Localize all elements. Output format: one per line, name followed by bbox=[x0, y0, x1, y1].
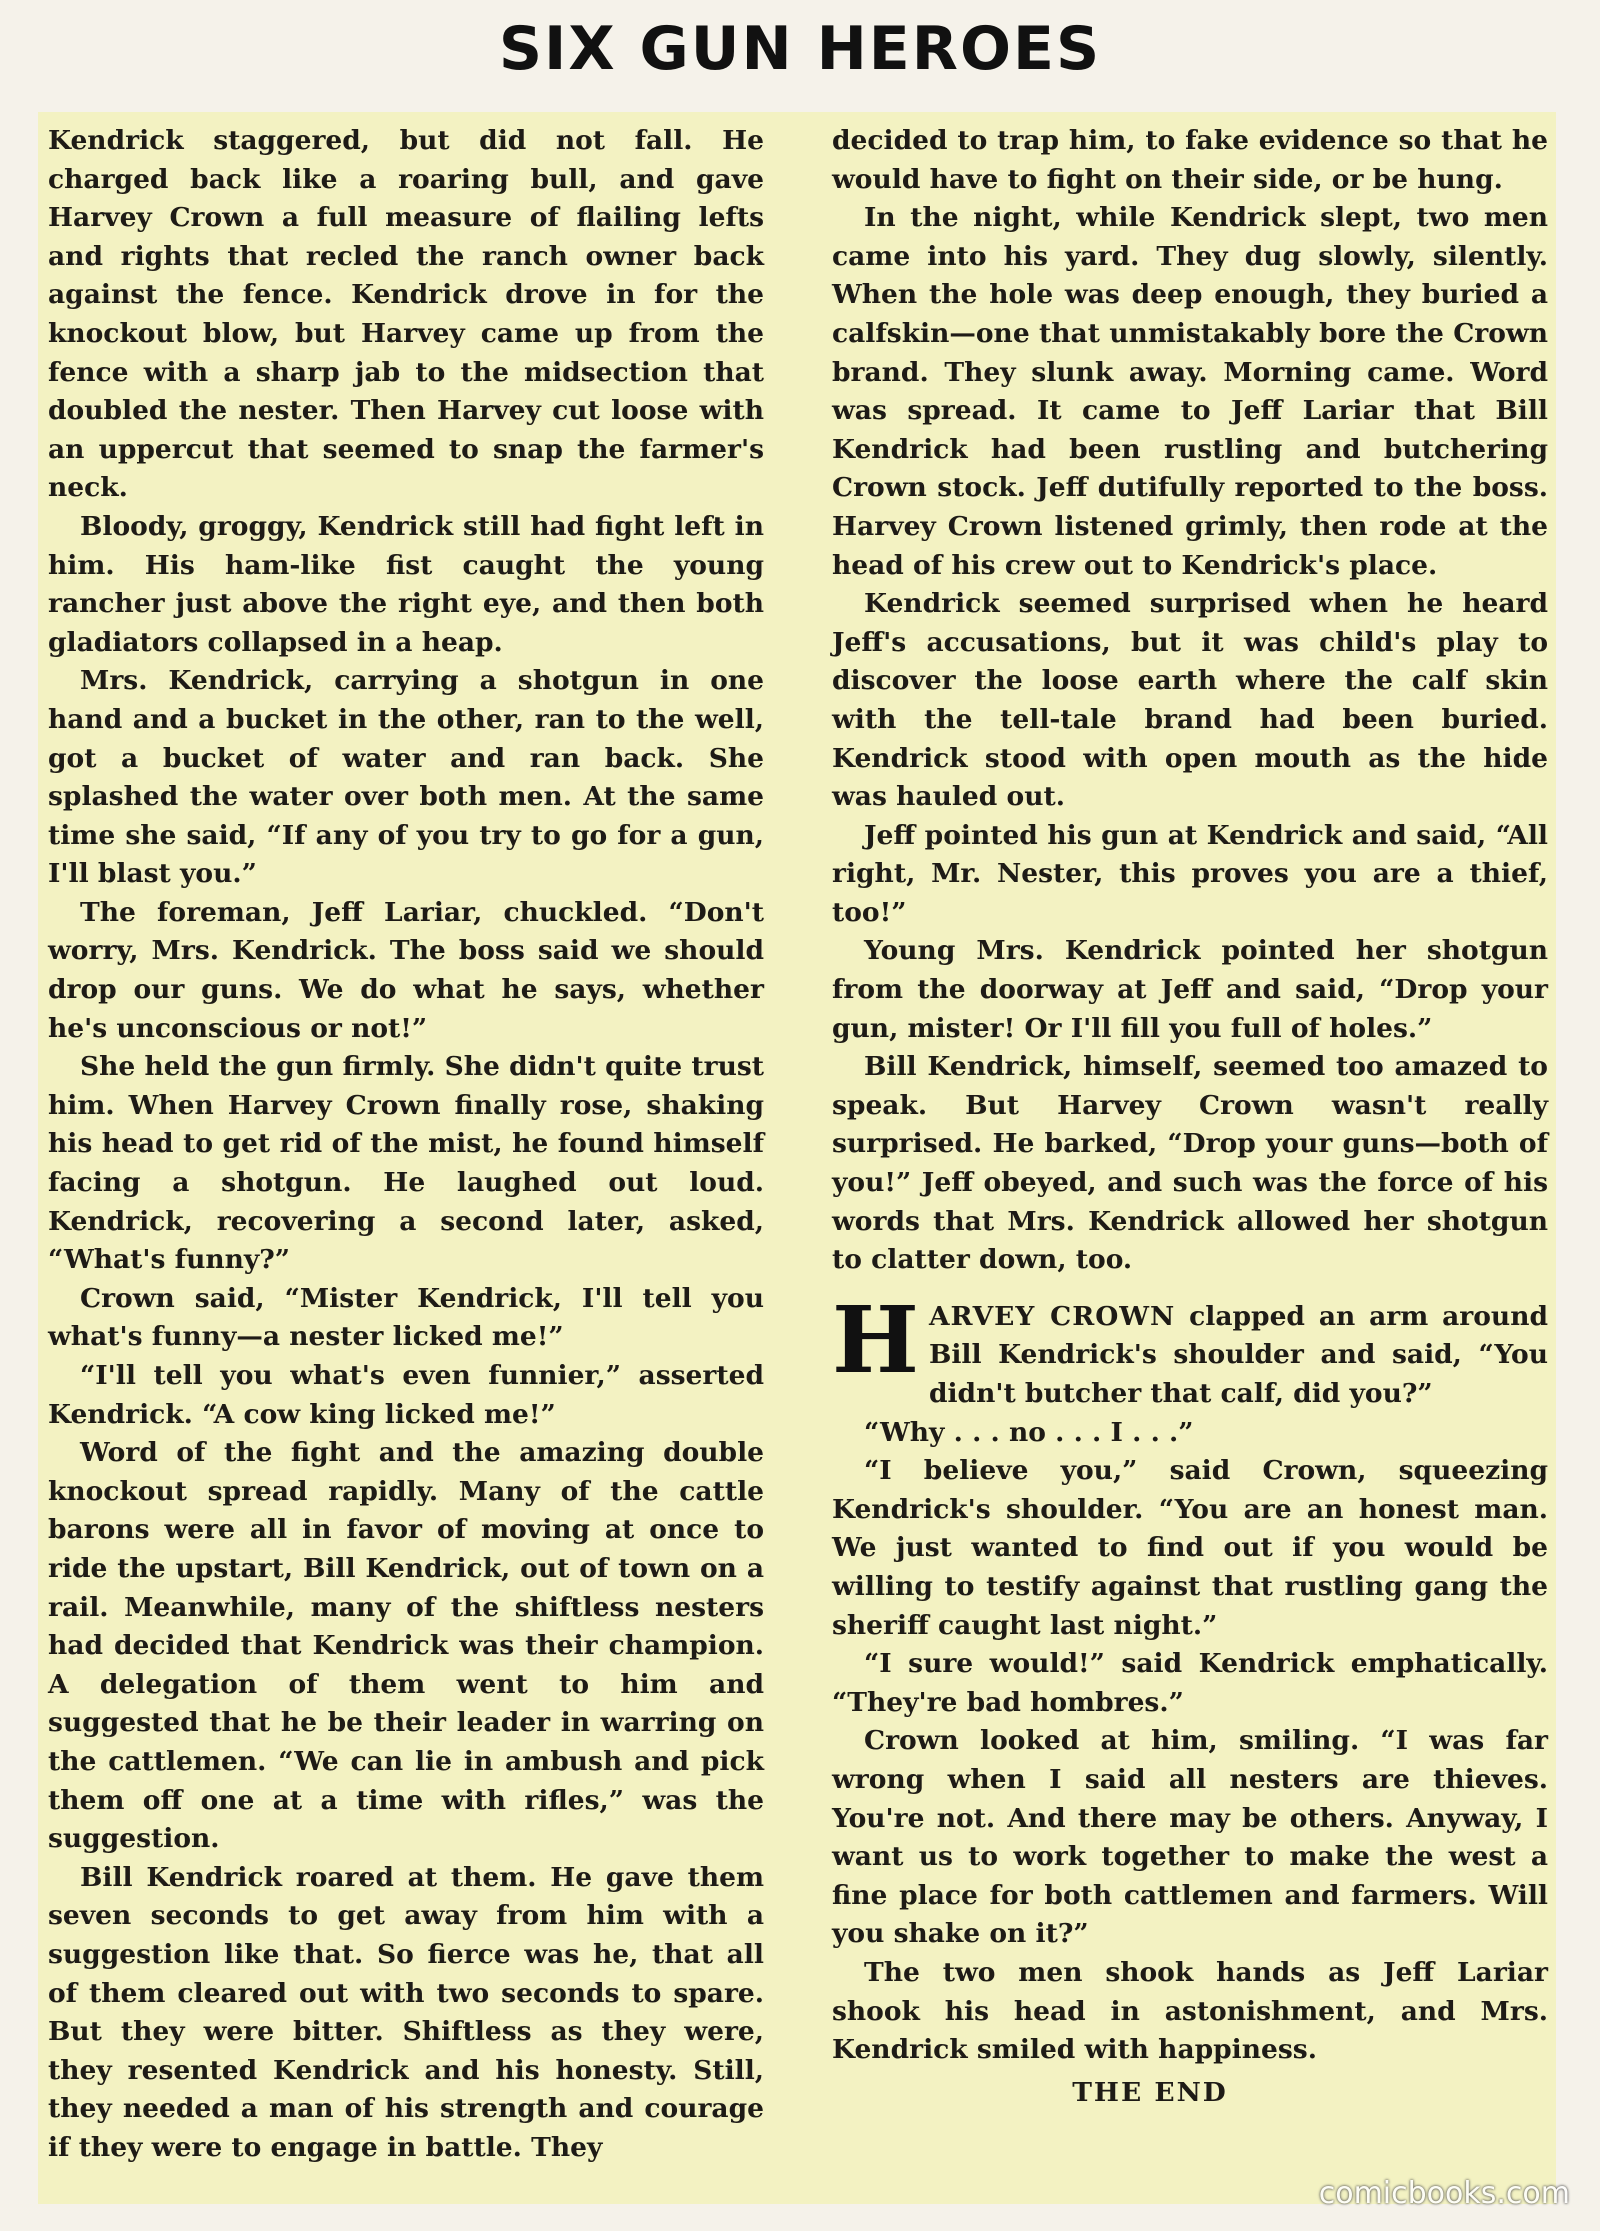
paragraph: decided to trap him, to fake evidence so that he would have to fight on their side, or be hung. bbox=[832, 125, 1548, 195]
paragraph: “I'll tell you what's even funnier,” asserted Kendrick. “A cow king licked me!” bbox=[48, 1360, 764, 1430]
paragraph: “I believe you,” said Crown, squeezing Kendrick's shoulder. “You are an honest man. We just wanted to find out if you would be willing to testify against that rustling gang the sheriff caught last night.” bbox=[832, 1455, 1548, 1641]
paragraph: “Why . . . no . . . I . . .” bbox=[864, 1416, 1194, 1448]
section-opening-paragraph bbox=[832, 1285, 1548, 1414]
paragraph: Bloody, groggy, Kendrick still had fight left in him. His ham-like fist caught the young rancher just above the right eye, and then both gladiators collapsed in a heap. bbox=[48, 510, 764, 658]
lead-caps: ARVEY CROWN bbox=[928, 1300, 1176, 1332]
paragraph: Crown looked at him, smiling. “I was far wrong when I said all nesters are thieves. You're not. And there may be others. Anyway, I want us to work together to make the west a fine place for both cattlemen and farmers. Will you shake on it?” bbox=[832, 1725, 1548, 1950]
paragraph: Young Mrs. Kendrick pointed her shotgun from the doorway at Jeff and said, “Drop your gun, mister! Or I'll fill you full of holes.” bbox=[832, 935, 1548, 1044]
paragraph: Word of the fight and the amazing double knockout spread rapidly. Many of the cattle barons were all in favor of moving at once to ride the upstart, Bill Kendrick, out of town on a rail. Meanwhile, many of the shiftless nesters had decided that Kendrick was their champion. A delegation of them went to him and suggested that he be their leader in warring on the cattlemen. “We can lie in ambush and pick them off one at a time with rifles,” was the suggestion. bbox=[48, 1437, 764, 1855]
right-column bbox=[832, 122, 1548, 2112]
drop-cap-letter: H bbox=[832, 1285, 919, 1394]
paragraph: Crown said, “Mister Kendrick, I'll tell you what's funny—a nester licked me!” bbox=[48, 1282, 764, 1353]
paragraph: The foreman, Jeff Lariar, chuckled. “Don't worry, Mrs. Kendrick. The boss said we should drop our guns. We do what he says, whether he's unconscious or not!” bbox=[48, 896, 764, 1044]
paragraph: Kendrick staggered, but did not fall. He charged back like a roaring bull, and gave Harvey Crown a full measure of flailing lefts and rights that recled the ranch owner back against the fence. Kendrick drove in for the knockout blow, but Harvey came up from the fence with a sharp jab to the midsection that doubled the nester. Then Harvey cut loose with an uppercut that seemed to snap the farmer's neck. bbox=[48, 125, 764, 504]
paragraph: Bill Kendrick, himself, seemed too amazed to speak. But Harvey Crown wasn't really surprised. He barked, “Drop your guns—both of you!” Jeff obeyed, and such was the force of his words that Mrs. Kendrick allowed her shotgun to clatter down, too. bbox=[832, 1051, 1548, 1276]
page-title: SIX GUN HEROES bbox=[498, 14, 1102, 84]
paragraph: “I sure would!” said Kendrick emphatically. “They're bad hombres.” bbox=[832, 1648, 1548, 1718]
the-end-label: THE END bbox=[1072, 2076, 1228, 2108]
lead-text: clapped an arm around Bill Kendrick's shoulder and said, “You didn't butcher that calf, did you?” bbox=[928, 1300, 1548, 1409]
paragraph: Jeff pointed his gun at Kendrick and said, “All right, Mr. Nester, this proves you are a thief, too!” bbox=[832, 819, 1548, 928]
paragraph: In the night, while Kendrick slept, two men came into his yard. They dug slowly, silently. When the hole was deep enough, they buried a calfskin—one that unmistakably bore the Crown brand. They slunk away. Morning came. Word was spread. It came to Jeff Lariar that Bill Kendrick had been rustling and butchering Crown stock. Jeff dutifully reported to the boss. Harvey Crown listened grimly, then rode at the head of his crew out to Kendrick's place. bbox=[832, 202, 1548, 581]
paragraph: Mrs. Kendrick, carrying a shotgun in one hand and a bucket in the other, ran to the well, got a bucket of water and ran back. She splashed the water over both men. At the same time she said, “If any of you try to go for a gun, I'll blast you.” bbox=[48, 665, 764, 890]
left-column bbox=[48, 122, 764, 2167]
paragraph: Bill Kendrick roared at them. He gave them seven seconds to get away from him with a suggestion like that. So fierce was he, that all of them cleared out with two seconds to spare. But they were bitter. Shiftless as they were, they resented Kendrick and his honesty. Still, they needed a man of his strength and courage if they were to engage in battle. They bbox=[48, 1861, 764, 2163]
paragraph: She held the gun firmly. She didn't quite trust him. When Harvey Crown finally rose, shaking his head to get rid of the mist, he found himself facing a shotgun. He laughed out loud. Kendrick, recovering a second later, asked, “What's funny?” bbox=[48, 1051, 764, 1276]
watermark: comicbooks.com bbox=[1318, 2176, 1570, 2211]
paragraph: The two men shook hands as Jeff Lariar shook his head in astonishment, and Mrs. Kendrick smiled with happiness. bbox=[832, 1956, 1548, 2066]
paragraph: Kendrick seemed surprised when he heard Jeff's accusations, but it was child's play to discover the loose earth where the calf skin with the tell-tale brand had been buried. Kendrick stood with open mouth as the hide was hauled out. bbox=[832, 588, 1548, 813]
